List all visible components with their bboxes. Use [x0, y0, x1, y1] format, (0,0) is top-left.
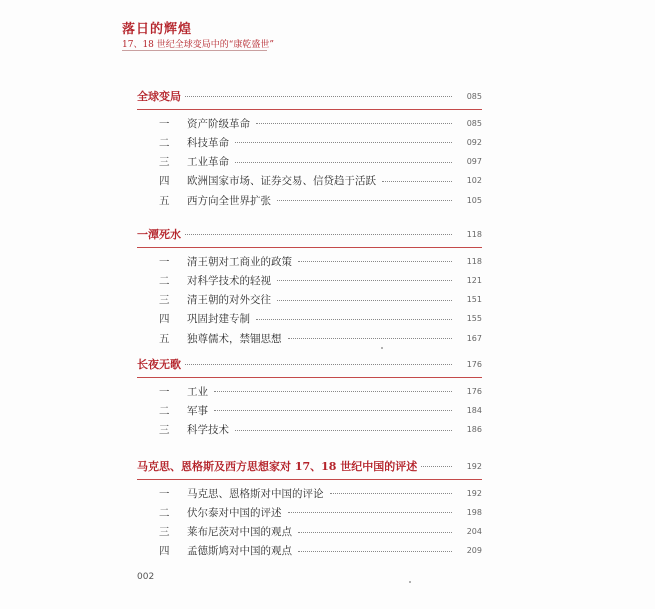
entry-number: 一: [159, 255, 170, 268]
entry-number: 一: [159, 385, 170, 398]
toc-entry[interactable]: [137, 154, 482, 170]
entry-title: 伏尔泰对中国的评述: [187, 506, 282, 519]
entry-page: 105: [466, 195, 482, 205]
entry-number: 二: [159, 404, 170, 417]
entry-title: 欧洲国家市场、证券交易、信贷趋于活跃: [187, 175, 376, 188]
entry-page: 198: [466, 507, 482, 517]
entry-title: 科技革命: [187, 136, 229, 149]
entry-title: 工业: [187, 385, 208, 398]
section-page: 118: [466, 229, 482, 239]
entry-number: 三: [159, 526, 170, 539]
toc-entry[interactable]: [137, 115, 482, 131]
section-rule: [137, 377, 482, 378]
header-rule: [122, 50, 267, 51]
entry-page: 097: [466, 157, 482, 167]
entry-page: 184: [466, 405, 482, 415]
entry-title: 军事: [187, 404, 208, 417]
toc-entry[interactable]: [137, 485, 482, 501]
entry-page: 186: [466, 425, 482, 435]
entry-page: 092: [466, 137, 482, 147]
leader-dots: [214, 409, 452, 411]
leader-dots: [185, 233, 452, 235]
toc-section-heading[interactable]: [137, 88, 482, 104]
section-title: 马克思、恩格斯及西方思想家对 17、18 世纪中国的评述: [137, 460, 418, 473]
leader-dots: [256, 122, 452, 124]
entry-page: 085: [466, 118, 482, 128]
section-title: 一潭死水: [137, 228, 181, 241]
toc-entry[interactable]: [137, 402, 482, 418]
page-number: 002: [137, 572, 155, 582]
section-title: 长夜无歌: [137, 358, 181, 371]
paper-speck: [409, 581, 411, 583]
entry-title: 清王朝的对外交往: [187, 294, 271, 307]
entry-number: 四: [159, 545, 170, 558]
entry-number: 三: [159, 424, 170, 437]
toc-section-heading[interactable]: [137, 356, 482, 372]
leader-dots: [277, 279, 452, 281]
entry-title: 对科学技术的轻视: [187, 274, 271, 287]
entry-page: 167: [466, 333, 482, 343]
entry-number: 二: [159, 136, 170, 149]
leader-dots: [185, 363, 452, 365]
leader-dots: [298, 260, 452, 262]
entry-page: 118: [466, 256, 482, 266]
section-page: 176: [466, 359, 482, 369]
entry-number: 二: [159, 274, 170, 287]
leader-dots: [235, 429, 452, 431]
leader-dots: [288, 337, 453, 339]
section-rule: [137, 109, 482, 110]
entry-number: 一: [159, 487, 170, 500]
entry-page: 209: [466, 546, 482, 556]
leader-dots: [277, 299, 452, 301]
running-header: [122, 22, 274, 52]
entry-number: 三: [159, 294, 170, 307]
toc-section-heading[interactable]: [137, 458, 482, 474]
entry-page: 176: [466, 386, 482, 396]
toc-entry[interactable]: [137, 192, 482, 208]
toc-entry[interactable]: [137, 272, 482, 288]
leader-dots: [277, 199, 452, 201]
section-rule: [137, 479, 482, 480]
leader-dots: [256, 318, 452, 320]
paper-speck: [381, 347, 383, 349]
toc-entry[interactable]: [137, 311, 482, 327]
toc-entry[interactable]: [137, 543, 482, 559]
entry-title: 独尊儒术，禁锢思想: [187, 332, 282, 345]
entry-page: 151: [466, 295, 482, 305]
entry-title: 马克思、恩格斯对中国的评论: [187, 487, 324, 500]
section-page: 192: [466, 461, 482, 471]
section-title: 全球变局: [137, 90, 181, 103]
section-rule: [137, 247, 482, 248]
toc-entry[interactable]: [137, 134, 482, 150]
entry-page: 102: [466, 176, 482, 186]
toc-entry[interactable]: [137, 330, 482, 346]
entry-title: 莱布尼茨对中国的观点: [187, 526, 292, 539]
toc-entry[interactable]: [137, 292, 482, 308]
book-subtitle: 17、18 世纪全球变局中的“康乾盛世”: [122, 40, 274, 50]
toc-entry[interactable]: [137, 253, 482, 269]
leader-dots: [214, 390, 452, 392]
entry-number: 二: [159, 506, 170, 519]
toc-entry[interactable]: [137, 422, 482, 438]
entry-number: 五: [159, 194, 170, 207]
toc-entry[interactable]: [137, 524, 482, 540]
leader-dots: [235, 141, 452, 143]
entry-number: 五: [159, 332, 170, 345]
leader-dots: [235, 161, 452, 163]
toc-section-heading[interactable]: [137, 226, 482, 242]
entry-title: 孟德斯鸠对中国的观点: [187, 545, 292, 558]
entry-title: 工业革命: [187, 156, 229, 169]
entry-title: 科学技术: [187, 424, 229, 437]
entry-page: 204: [466, 527, 482, 537]
toc-entry[interactable]: [137, 504, 482, 520]
entry-number: 四: [159, 313, 170, 326]
toc-entry[interactable]: [137, 173, 482, 189]
entry-title: 西方向全世界扩张: [187, 194, 271, 207]
leader-dots: [421, 465, 452, 467]
leader-dots: [298, 531, 452, 533]
entry-number: 一: [159, 117, 170, 130]
entry-page: 192: [466, 488, 482, 498]
entry-number: 四: [159, 175, 170, 188]
entry-number: 三: [159, 156, 170, 169]
section-page: 085: [466, 91, 482, 101]
leader-dots: [382, 180, 452, 182]
entry-title: 清王朝对工商业的政策: [187, 255, 292, 268]
toc-entry[interactable]: [137, 383, 482, 399]
leader-dots: [288, 511, 453, 513]
entry-title: 巩固封建专制: [187, 313, 250, 326]
entry-title: 资产阶级革命: [187, 117, 250, 130]
leader-dots: [330, 492, 453, 494]
entry-page: 155: [466, 314, 482, 324]
entry-page: 121: [466, 275, 482, 285]
leader-dots: [185, 95, 452, 97]
book-title: 落日的辉煌: [122, 22, 193, 37]
leader-dots: [298, 550, 452, 552]
